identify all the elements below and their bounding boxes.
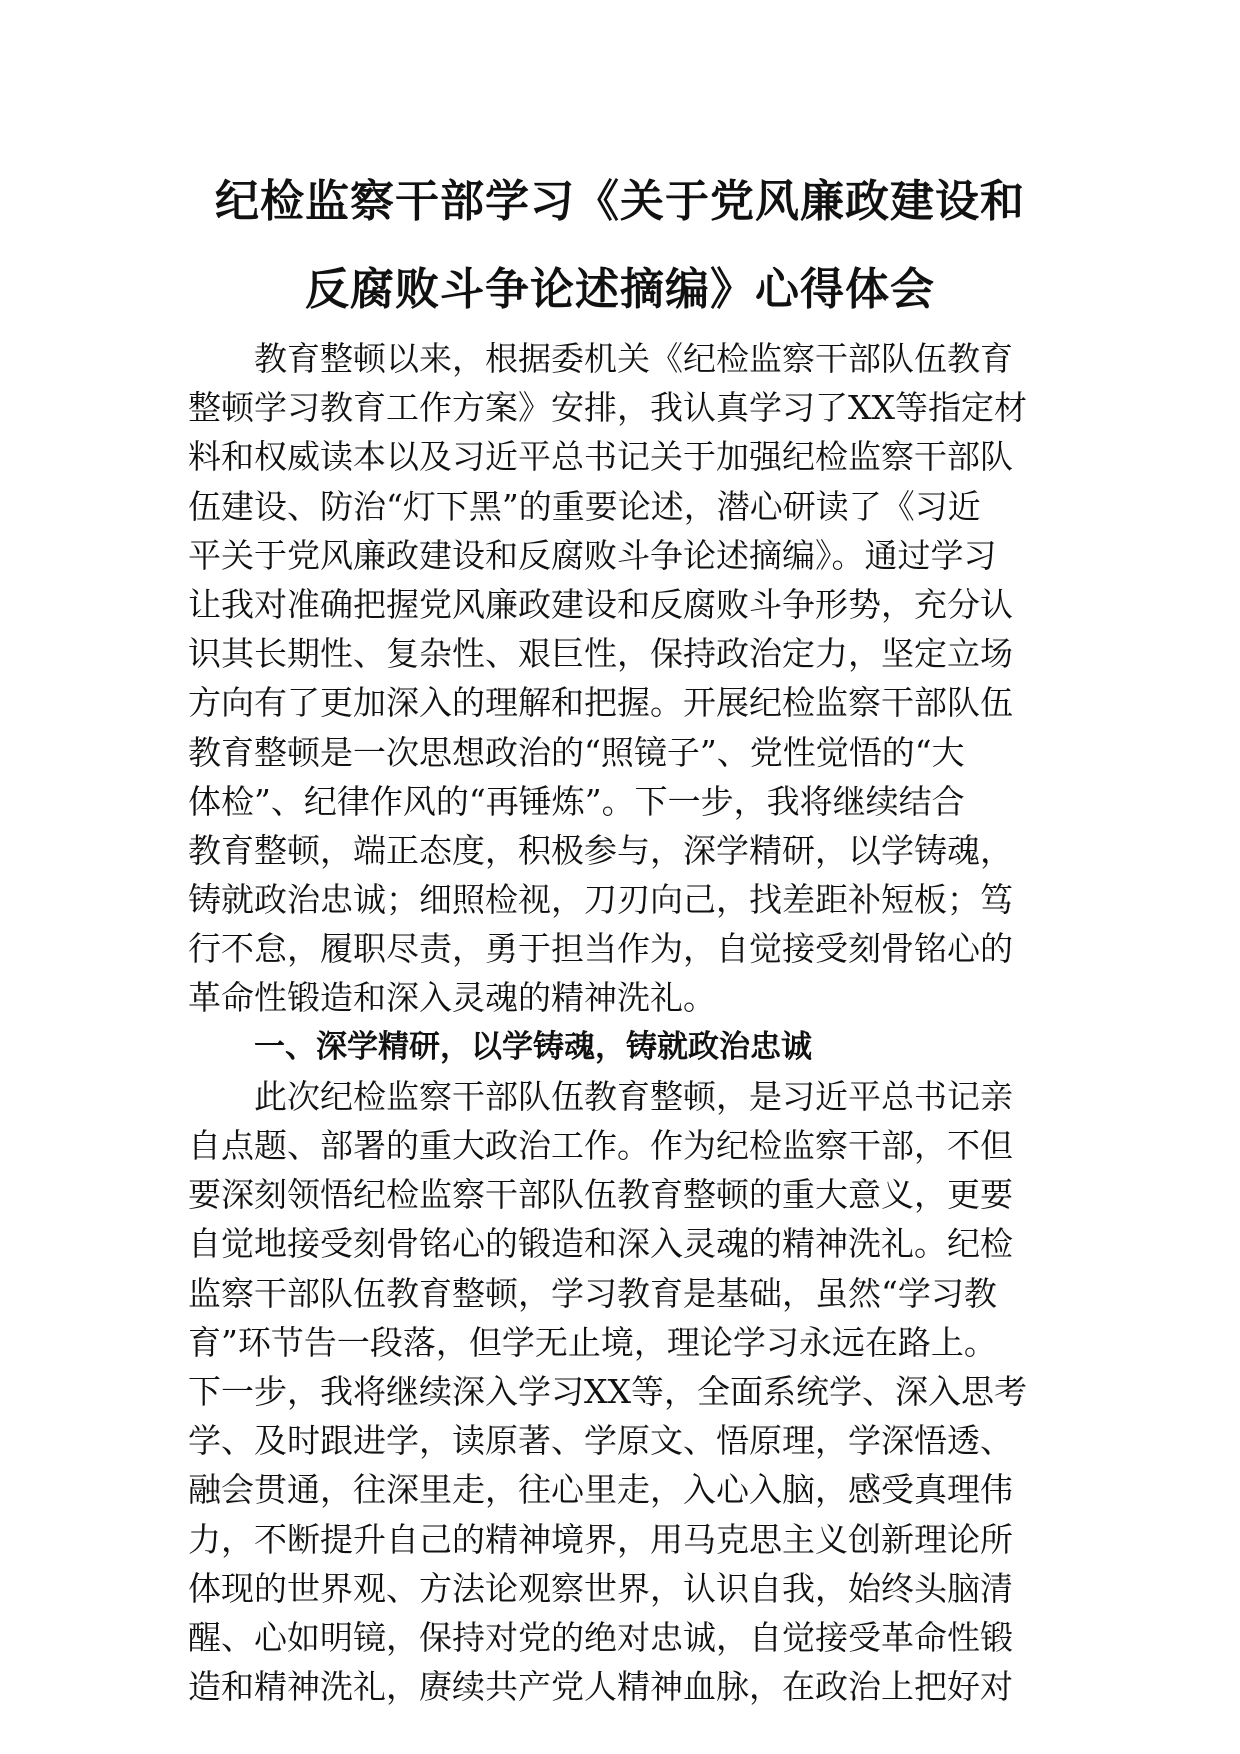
- document-title-line-2: 反腐败斗争论述摘编》心得体会: [305, 264, 935, 315]
- document-body: [188, 334, 1056, 1711]
- section1-paragraph-line: 融会贯通，往深里走，往心里走，入心入脑，感受真理伟: [188, 1470, 1013, 1510]
- section1-paragraph-line: 自点题、部署的重大政治工作。作为纪检监察干部，不但: [188, 1126, 1013, 1165]
- intro-paragraph-line: 识其长期性、复杂性、艰巨性，保持政治定力，坚定立场: [188, 634, 1013, 674]
- intro-paragraph-line: 整顿学习教育工作方案》安排，我认真学习了XX等指定材: [188, 388, 1027, 428]
- intro-paragraph-line: 方向有了更加深入的理解和把握。开展纪检监察干部队伍: [188, 683, 1013, 723]
- section1-paragraph-line: 要深刻领悟纪检监察干部队伍教育整顿的重大意义，更要: [188, 1175, 1013, 1215]
- section1-paragraph-line: 体现的世界观、方法论观察世界，认识自我，始终头脑清: [188, 1568, 1013, 1608]
- section1-paragraph-line: 下一步，我将继续深入学习XX等，全面系统学、深入思考: [188, 1371, 1027, 1411]
- section1-paragraph-line: 造和精神洗礼，赓续共产党人精神血脉，在政治上把好对: [188, 1667, 1013, 1707]
- intro-paragraph-line: 革命性锻造和深入灵魂的精神洗礼。: [188, 978, 716, 1018]
- intro-paragraph-line: 体检”、纪律作风的“再锤炼”。下一步，我将继续结合: [188, 781, 965, 821]
- intro-paragraph-line: 平关于党风廉政建设和反腐败斗争论述摘编》。通过学习: [188, 535, 997, 575]
- intro-paragraph-line: 料和权威读本以及习近平总书记关于加强纪检监察干部队: [188, 437, 1013, 477]
- section1-paragraph-line: 自觉地接受刻骨铭心的锻造和深入灵魂的精神洗礼。纪检: [188, 1224, 1013, 1264]
- section-heading: 一、深学精研，以学铸魂，铸就政治忠诚: [254, 1028, 812, 1065]
- intro-paragraph-line: 行不怠，履职尽责，勇于担当作为，自觉接受刻骨铭心的: [188, 929, 1013, 969]
- section1-paragraph-line: 监察干部队伍教育整顿，学习教育是基础，虽然“学习教: [188, 1273, 997, 1313]
- intro-paragraph-line: 教育整顿，端正态度，积极参与，深学精研，以学铸魂，: [188, 830, 1013, 870]
- intro-paragraph-line: 教育整顿是一次思想政治的“照镜子”、党性觉悟的“大: [188, 732, 965, 772]
- intro-paragraph-line: 教育整顿以来，根据委机关《纪检监察干部队伍教育: [254, 339, 1013, 378]
- section1-paragraph-line: 学、及时跟进学，读原著、学原文、悟原理，学深悟透、: [188, 1421, 1013, 1461]
- document-title-line-1: 纪检监察干部学习《关于党风廉政建设和: [215, 176, 1025, 227]
- section1-paragraph-line: 此次纪检监察干部队伍教育整顿，是习近平总书记亲: [254, 1076, 1013, 1116]
- intro-paragraph-line: 让我对准确把握党风廉政建设和反腐败斗争形势，充分认: [188, 584, 1013, 624]
- intro-paragraph-line: 铸就政治忠诚；细照检视，刀刃向己，找差距补短板；笃: [188, 880, 1013, 920]
- section1-paragraph-line: 育”环节告一段落，但学无止境，理论学习永远在路上。: [188, 1322, 997, 1362]
- section1-paragraph-line: 力，不断提升自己的精神境界，用马克思主义创新理论所: [188, 1519, 1013, 1559]
- section1-paragraph-line: 醒、心如明镜，保持对党的绝对忠诚，自觉接受革命性锻: [188, 1617, 1013, 1657]
- intro-paragraph-line: 伍建设、防治“灯下黑”的重要论述，潜心研读了《习近: [188, 486, 981, 526]
